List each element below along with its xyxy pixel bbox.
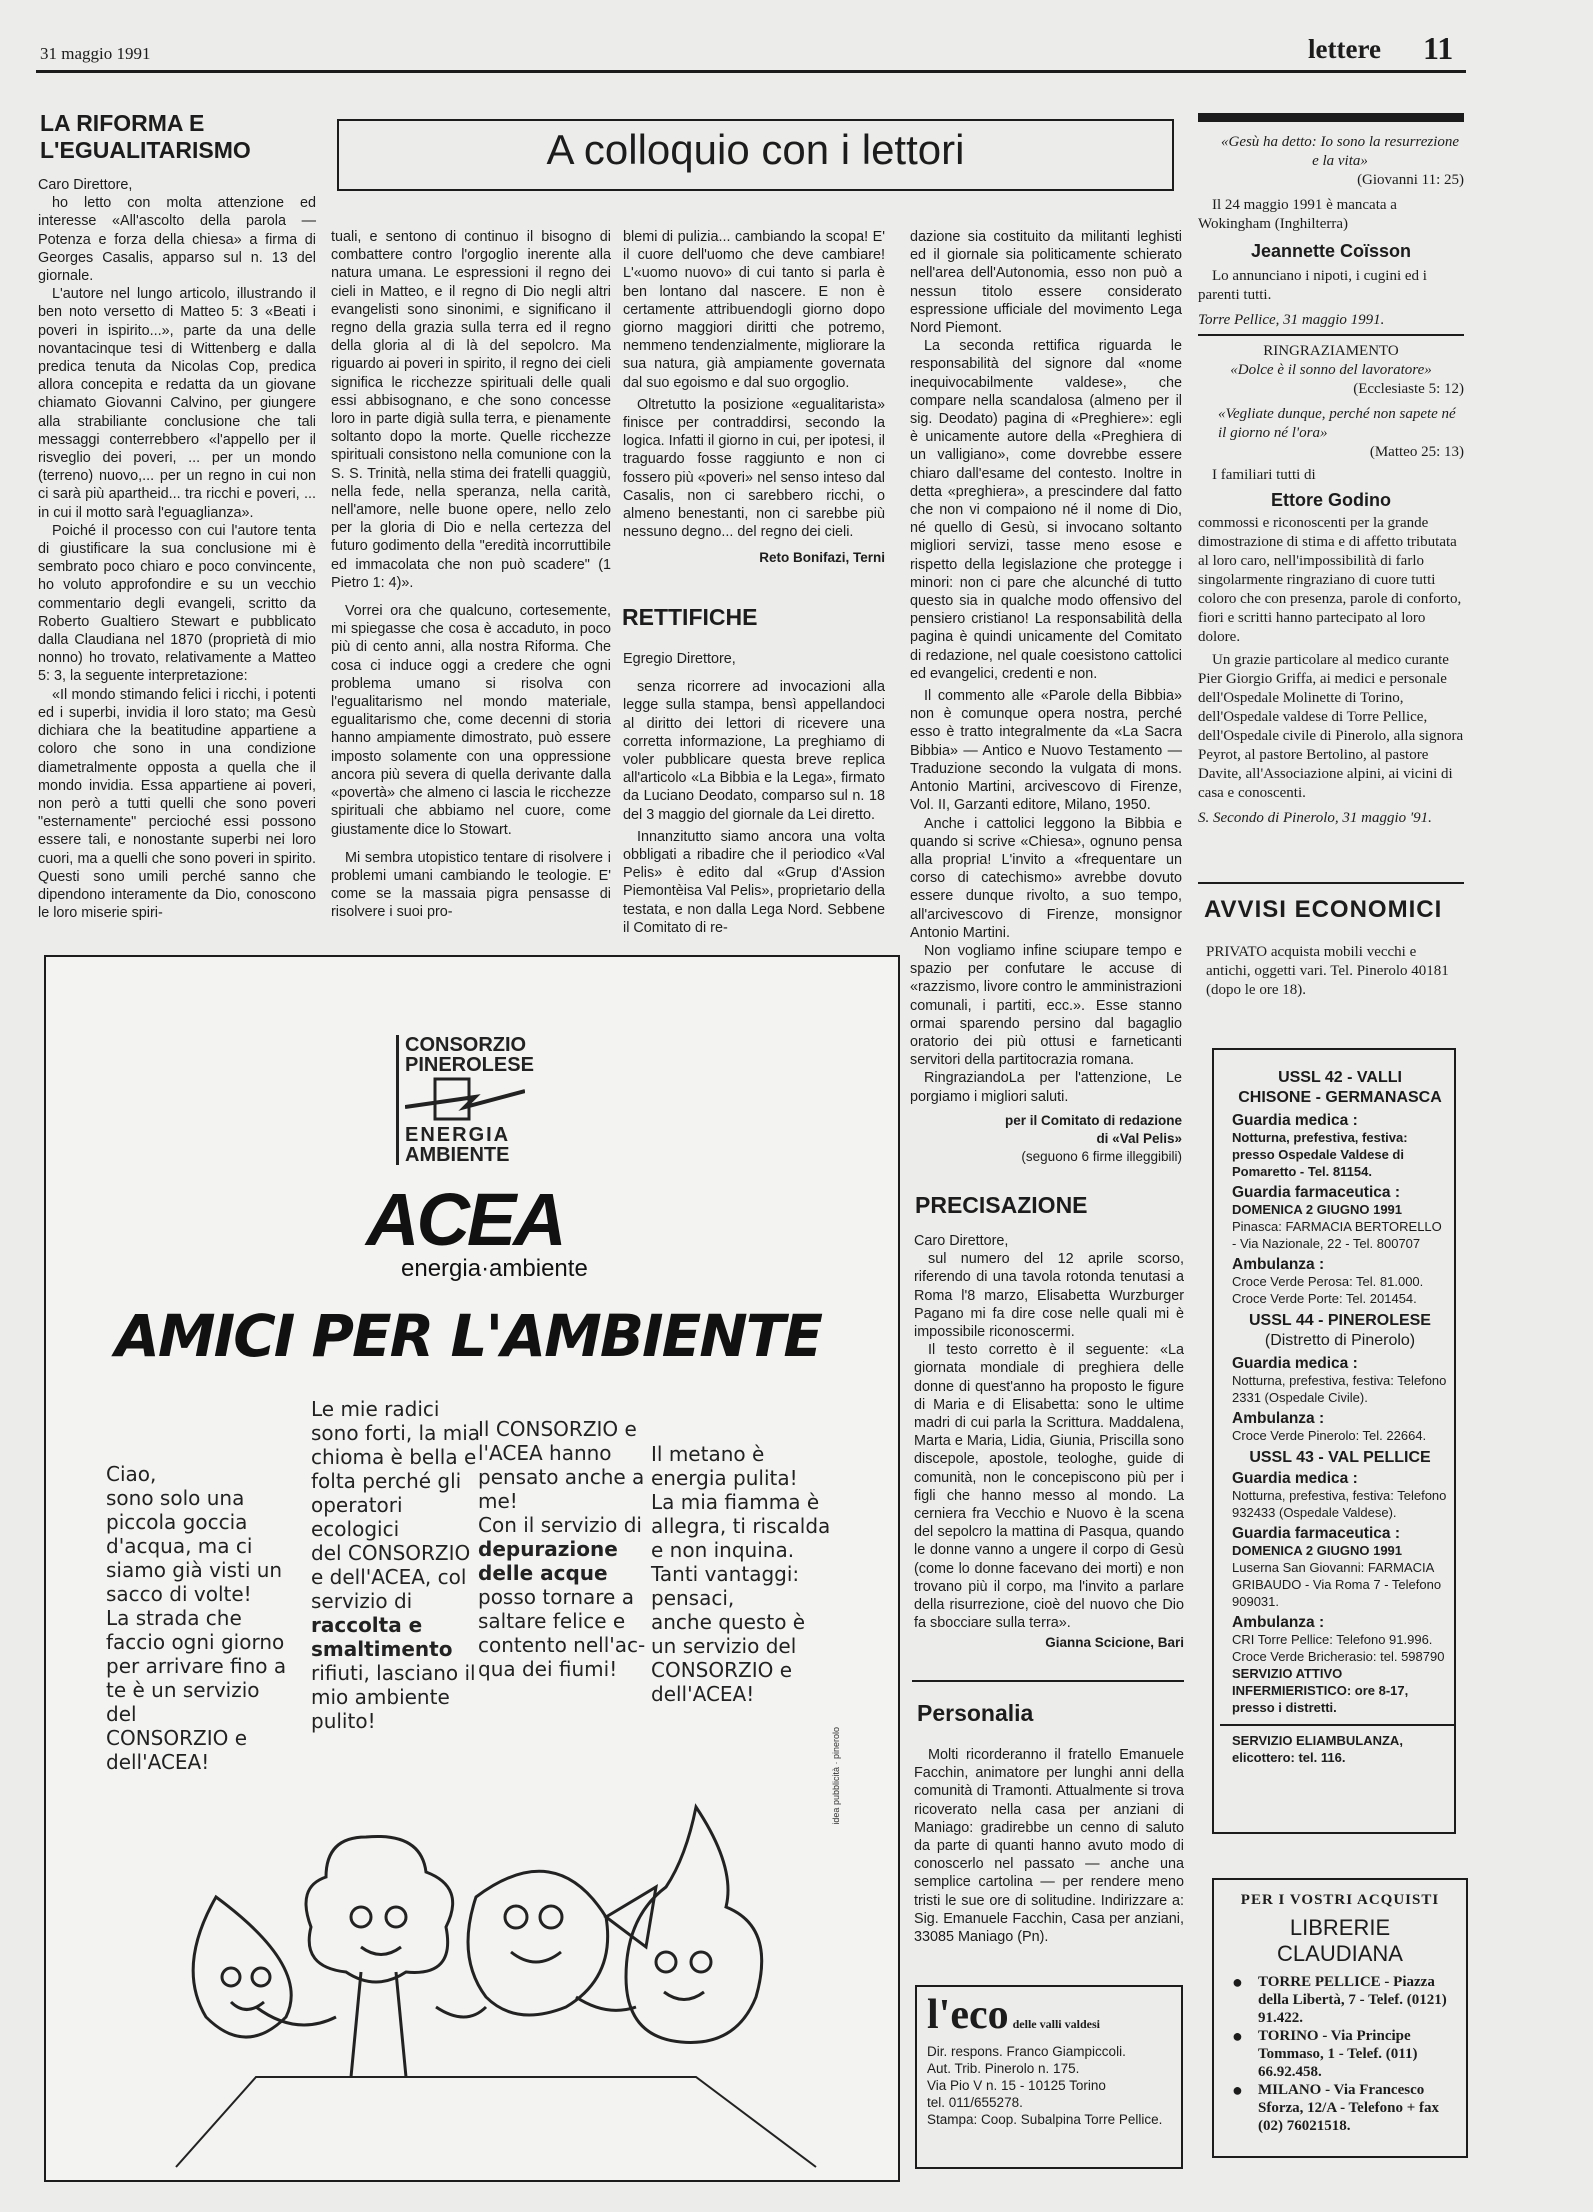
paragraph: sul numero del 12 aprile scorso, riferendo di una tavola rotonda tenutasi a Roma l'8 marzo, Elisabetta Wurzburger Pagano mi fa dire cose nelle quali mi è impossibile riconoscermi. bbox=[914, 1251, 1184, 1341]
ussl-title: USSL 44 - PINEROLESE bbox=[1249, 1312, 1431, 1329]
bubble-line: La mia fiamma è bbox=[651, 1490, 820, 1514]
paragraph: La seconda rettifica riguarda le responsabilità del signore dal «nome inequivocabilmente valdese», che compare nella scandalosa (almeno per il sig. Deodato) pagina di «Preghiere»: egli è unicamente autore della «Preghiera di un valligiano», come dovrebbe essere chiaro dall'esame del contesto. Inoltre in detta «preghiera», a prescindere dal fatto che non vi compaiono né il nome di Dio, né quello di Gesù, si invocano soltanto migliori servizi, tasse meno esose e rispetto della legislazione che protegge i minori: non ci pare che alcunché di tutto questo sia in qualche modo offensivo del pensiero cristiano! La responsabilità della pagina è quindi unicamente del Comitato di redazione, nel quale coesistono cattolici ed evangelici, credenti e non. bbox=[910, 338, 1182, 682]
page-date: 31 maggio 1991 bbox=[40, 44, 151, 63]
obituary-text: I familiari tutti di bbox=[1212, 467, 1316, 483]
bubble-line: allegra, ti riscalda bbox=[651, 1514, 831, 1538]
ussl-text: Croce Verde Porte: Tel. 201454. bbox=[1232, 1291, 1417, 1306]
signature: Reto Bonifazi, Terni bbox=[759, 550, 885, 566]
avvisi-text: PRIVATO acquista mobili vecchi e antichi, oggetti vari. Tel. Pinerolo 40181 (dopo le ore 18). bbox=[1206, 944, 1449, 998]
ussl-text: SERVIZIO ATTIVO INFERMIERISTICO: ore 8-17, presso i distretti. bbox=[1232, 1666, 1409, 1715]
librerie-head: PER I VOSTRI ACQUISTI bbox=[1240, 1892, 1440, 1908]
bubble-line: energia pulita! bbox=[651, 1466, 798, 1490]
masthead-line: Dir. respons. Franco Giampiccoli. bbox=[927, 2044, 1126, 2059]
precisazione-column bbox=[914, 1232, 1184, 1653]
ussl-text: Notturna, prefestiva, festiva: Telefono 2331 (Ospedale Civile). bbox=[1232, 1373, 1447, 1405]
rettifiche-column-1 bbox=[623, 650, 885, 937]
bubble-line: Il CONSORZIO e bbox=[478, 1417, 637, 1441]
bubble-line: te è un servizio del bbox=[106, 1678, 260, 1726]
ussl-text: CRI Torre Pellice: Telefono 91.996. bbox=[1232, 1632, 1433, 1647]
bubble-line: CONSORZIO e bbox=[106, 1726, 248, 1750]
bubble-line: un servizio del bbox=[651, 1634, 797, 1658]
paragraph: senza ricorrere ad invocazioni alla legge sulla stampa, bensì appellandoci al diritto dei lettori di ricevere una corretta informazione, La preghiamo di voler pubblicare questa breve replica all'articolo «La Bibbia e la Lega», firmato da Luciano Deodato, comparso sul n. 18 del 3 maggio del giornale da Lei diretto. bbox=[623, 679, 885, 823]
bubble-line: Con il servizio di bbox=[478, 1513, 642, 1537]
masthead-line: Via Pio V n. 15 - 10125 Torino bbox=[927, 2078, 1106, 2093]
rettifiche-salute: Egregio Direttore, bbox=[623, 651, 736, 667]
librerie-name: CLAUDIANA bbox=[1277, 1941, 1403, 1966]
bubble-line: chioma è bella e bbox=[311, 1445, 477, 1469]
ussl-separator bbox=[1220, 1724, 1454, 1726]
signature: per il Comitato di redazione bbox=[1004, 1112, 1182, 1128]
lightning-icon bbox=[405, 1077, 525, 1123]
paragraph: L'autore nel lungo articolo, illustrando il ben noto versetto di Matteo 5: 3 «Beati i poveri in ispirito...», parte da una delle novantacinque tesi di Wittenberg e dalla predica tenuta da Nicolas Cop, predica allora concepita e redatta da un giovane chiamato Giovanni Calvino, per giungere alla strabiliante conclusione che tali messaggi conterrebbero «l'appello per il risveglio dei poveri, ... per un mondo (terreno) nuovo,... per un regno in cui non ci sarà più apartheid... tra ricchi e poveri, ... in cui il motto sarà l'eguaglianza». bbox=[38, 286, 316, 521]
paragraph: Il commento alle «Parole della Bibbia» non è comunque opera nostra, perché esso è tratto integralmente da «La Sacra Bibbia» — Antico e Nuovo Testamento — Traduzione secondo la vulgata di mons. Antonio Martini, arcivescovo di Firenze, Vol. II, Garzanti editore, Milano, 1950. bbox=[910, 688, 1182, 814]
logo-text: AMBIENTE bbox=[405, 1144, 510, 1166]
ussl-text: Pinasca: FARMACIA BERTORELLO - Via Nazionale, 22 - Tel. 800707 bbox=[1232, 1219, 1442, 1251]
personalia-column bbox=[914, 1746, 1184, 1946]
obituary-1 bbox=[1198, 133, 1464, 330]
ussl-subheading: Ambulanza : bbox=[1232, 1256, 1325, 1273]
page-number: 11 bbox=[1423, 30, 1454, 66]
bubble-line: sacco di volte! bbox=[106, 1582, 252, 1606]
ussl-subheading: Guardia farmaceutica : bbox=[1232, 1184, 1400, 1201]
obituary-name: Jeannette Coïsson bbox=[1250, 241, 1412, 261]
paragraph: Il testo corretto è il seguente: «La giornata mondiale di preghiera delle donne di quest'anno ha proposto le figure di Maria e di Elisabetta: sono le ultime madri di cui parla la Scrittura. Maddalena, Marta e Maria, Lidia, Giunia, Priscilla sono discepole, apostole, teologhe, guide di comunità, non le concepiscono più per i figli che hanno messo al mondo. La cerniera fra Vecchio e Nuovo è la scena del sepolcro la mattina di Pasqua, quando le donne vanno a ungere il corpo di Gesù (come lo donne facevano dei morti) e non trovano più il corpo, ma l'invito a parlare della risurrezione, cioè del nuovo che Dio fa sbocciare sulla terra». bbox=[914, 1342, 1184, 1632]
speech-bubble-tree bbox=[311, 1397, 496, 1733]
bubble-line: sono forti, la mia bbox=[311, 1421, 481, 1445]
header-rule bbox=[36, 70, 1466, 73]
obituary-quote: «Gesù ha detto: Io sono la resurrezione e la vita» bbox=[1220, 134, 1460, 169]
logo-text: PINEROLESE bbox=[405, 1054, 534, 1076]
librerie-item: ● TORRE PELLICE - Piazza della Libertà, 7 - Telef. (0121) 91.422. bbox=[1232, 1972, 1447, 2026]
ussl-subheading: Guardia medica : bbox=[1232, 1470, 1358, 1487]
bubble-line: servizio di bbox=[311, 1589, 413, 1613]
bubble-line: e dell'ACEA, col bbox=[311, 1565, 467, 1589]
bubble-line: anche questo è bbox=[651, 1610, 806, 1634]
librerie-box bbox=[1212, 1878, 1468, 2158]
ussl-text: Luserna San Giovanni: FARMACIA GRIBAUDO - Via Roma 7 - Telefono 909031. bbox=[1232, 1560, 1442, 1609]
obituary-quote: «Vegliate dunque, perché non sapete né il giorno né l'ora» bbox=[1218, 406, 1456, 441]
consorzio-logo bbox=[396, 1035, 537, 1165]
ussl-text: Croce Verde Pinerolo: Tel. 22664. bbox=[1232, 1428, 1427, 1443]
speech-bubble-flame bbox=[651, 1442, 836, 1706]
paragraph: Innanzitutto siamo ancora una volta obbligati a ribadire che il periodico «Val Pelis» è edito dal «Grup d'Assion Piemontèisa Val Pelis», proprietario della testata, e non dalla Lega Nord. Sebbene il Comitato di re- bbox=[623, 828, 885, 936]
obituary-name: Ettore Godino bbox=[1271, 490, 1391, 510]
avvisi-separator bbox=[1198, 882, 1464, 884]
ussl-subheading: Ambulanza : bbox=[1232, 1410, 1325, 1427]
bubble-line: saltare felice e bbox=[478, 1609, 626, 1633]
obituary-quote: «Dolce è il sonno del lavoratore» bbox=[1230, 362, 1432, 378]
article-title-line2: L'EGUALITARISMO bbox=[40, 137, 251, 163]
logo-text: ENERGIA bbox=[405, 1124, 511, 1146]
flame-mascot bbox=[626, 1807, 762, 2042]
bubble-line: pensato anche a bbox=[478, 1465, 645, 1489]
bubble-line: Il metano è bbox=[651, 1442, 765, 1466]
bubble-line: per arrivare fino a bbox=[106, 1654, 287, 1678]
ussl-title: (Distretto di Pinerolo) bbox=[1264, 1332, 1416, 1349]
paragraph: Vorrei ora che qualcuno, cortesemente, mi spiegasse che cosa è accaduto, in poco più di cento anni, alla nostra Riforma. Che cosa ci induce oggi a credere che ogni problema umano si risolva con l'egualitarismo nel mondo materiale, egualitarismo che, come decenni di storia hanno ampiamente dimostrato, può essere imposto solamente con una oppressione ancora più severa di quella derivante dalla «povertà» che almeno ci lascia le ricchezze spirituali che abbiamo nel cuore, come giustamente dice lo Stowart. bbox=[331, 603, 611, 838]
ussl-text: Notturna, prefestiva, festiva: presso Ospedale Valdese di Pomaretto - Tel. 81154. bbox=[1232, 1130, 1408, 1179]
signature: (seguono 6 firme illeggibili) bbox=[1021, 1149, 1182, 1165]
paragraph: ho letto con molta attenzione ed interesse «All'ascolto della parola — Potenza e forza della chiesa» a firma di Georges Casalis, apparso sul n. 13 del giornale. bbox=[38, 195, 316, 285]
librerie-item: ● MILANO - Via Francesco Sforza, 12/A - Telefono + fax (02) 76021518. bbox=[1232, 2080, 1440, 2134]
bubble-line: e non inquina. bbox=[651, 1538, 795, 1562]
bubble-line: dell'ACEA! bbox=[106, 1750, 210, 1774]
ussl-text: DOMENICA 2 GIUGNO 1991 bbox=[1232, 1543, 1403, 1558]
article-salute: Caro Direttore, bbox=[38, 177, 133, 193]
bubble-line: contento nell'ac- bbox=[478, 1633, 646, 1657]
advertisement bbox=[44, 955, 900, 2182]
acea-logo: ACEA bbox=[366, 1178, 564, 1261]
obituary-quote-ref: (Matteo 25: 13) bbox=[1369, 444, 1464, 460]
bubble-line: operatori ecologici bbox=[311, 1493, 403, 1541]
article-column-2 bbox=[331, 228, 611, 922]
obituary-text: commossi e riconoscenti per la grande dimostrazione di stima e di affetto tributata al loro caro, nell'impossibilità di farlo singolarmente ringraziano di cuore tutti coloro che con presenza, parole di conforto, fiori e scritti hanno partecipato al loro dolore. bbox=[1198, 515, 1462, 645]
paragraph: Anche i cattolici leggono la Bibbia e quando si scrive «Chiesa», ognuno pensa alla propria! L'invito a «frequentare un corso di catechismo» avrebbe dovuto essere dunque rivolto, a suo tempo, all'arcivescovo di Firenze, monsignor Antonio Martini. bbox=[910, 815, 1182, 941]
bubble-line: smaltimento bbox=[311, 1637, 453, 1661]
speech-bubble-fish bbox=[478, 1417, 663, 1681]
ussl-box bbox=[1212, 1048, 1456, 1834]
fish-mascot bbox=[468, 1871, 608, 2015]
ussl-text: Notturna, prefestiva, festiva: Telefono 932433 (Ospedale Valdese). bbox=[1232, 1488, 1447, 1520]
avvisi-title: AVVISI ECONOMICI bbox=[1204, 896, 1443, 923]
masthead-box bbox=[915, 1985, 1183, 2169]
ussl-text: Croce Verde Bricherasio: tel. 598790 bbox=[1232, 1649, 1445, 1664]
bubble-line: pensaci, bbox=[651, 1586, 735, 1610]
bubble-line: posso tornare a bbox=[478, 1585, 634, 1609]
ussl-text: SERVIZIO ELIAMBULANZA, elicottero: tel. 116. bbox=[1232, 1733, 1403, 1765]
right-top-rule bbox=[1198, 113, 1464, 122]
obituary-place: Torre Pellice, 31 maggio 1991. bbox=[1198, 312, 1385, 328]
bubble-line: me! bbox=[478, 1489, 518, 1513]
precisazione-salute: Caro Direttore, bbox=[914, 1233, 1009, 1249]
bubble-line: qua dei fiumi! bbox=[478, 1657, 618, 1681]
tree-mascot bbox=[306, 1836, 453, 1982]
logo-text: CONSORZIO bbox=[405, 1034, 527, 1056]
bubble-line: Le mie radici bbox=[311, 1397, 440, 1421]
bubble-line: sono solo una bbox=[106, 1486, 245, 1510]
ussl-subheading: Ambulanza : bbox=[1232, 1614, 1325, 1631]
personalia-rule bbox=[912, 1680, 1184, 1682]
obituary-2 bbox=[1198, 342, 1464, 828]
obituary-text: Lo annunciano i nipoti, i cugini ed i parenti tutti. bbox=[1198, 268, 1427, 303]
ussl-subheading: Guardia farmaceutica : bbox=[1232, 1525, 1400, 1542]
article-column-1 bbox=[38, 176, 316, 922]
paragraph: Poiché il processo con cui l'autore tenta di giustificare la sua conclusione mi è sembrato poco chiaro e poco convincente, ho voluto approfondire e su un vecchio commentario degli evangeli, scritto da Roberto Gualtiero Stewart e pubblicato dalla Claudiana nel 1870 (proprietà di mio nonno) ho trovato, relativamente a Matteo 5: 3, la seguente interpretazione: bbox=[38, 522, 316, 685]
bubble-line: dell'ACEA! bbox=[651, 1682, 755, 1706]
ussl-title: USSL 42 - VALLI bbox=[1278, 1069, 1402, 1086]
ussl-text: DOMENICA 2 GIUGNO 1991 bbox=[1232, 1202, 1403, 1217]
obituary-text: Il 24 maggio 1991 è mancata a Wokingham (Inghilterra) bbox=[1198, 197, 1397, 232]
bubble-line: mio ambiente bbox=[311, 1685, 450, 1709]
ussl-text: Croce Verde Perosa: Tel. 81.000. bbox=[1232, 1274, 1424, 1289]
paragraph: tuali, e sentono di continuo il bisogno di combattere contro l'orgoglio inerente alla natura umana. Le espressioni il regno dei cieli in Matteo, e il regno di Dio negli altri evangelisti sono sinonimi, e significano il regno della grazia sulla terra ed il regno della gloria al di là del sepolcro. Ma riguardo ai poveri in spirito, il regno dei cieli significa le ricchezze spirituali delle quali essi abbisognano, e che sono concesse loro in parte digià sulla terra, e pienamente soltanto dopo la morte. Quelle ricchezze spirituali consistono nella comunione con la S. S. Trinità, nella stima dei fratelli quaggiù, nella fede, nella speranza, nella carità, nell'amore, nelle buone opere, nello zelo per la gloria di Dio e nella certezza del futuro godimento della "eredità incorruttibile ed immacolata che non può scadere" (1 Pietro 1: 4)». bbox=[331, 229, 611, 591]
ussl-title: USSL 43 - VAL PELLICE bbox=[1249, 1449, 1431, 1466]
obituary-quote-ref: (Ecclesiaste 5: 12) bbox=[1353, 381, 1464, 397]
obituary-place: S. Secondo di Pinerolo, 31 maggio '91. bbox=[1198, 810, 1432, 826]
masthead-line: Stampa: Coop. Subalpina Torre Pellice. bbox=[927, 2112, 1163, 2127]
bubble-line: pulito! bbox=[311, 1709, 376, 1733]
bubble-line: del CONSORZIO bbox=[311, 1541, 471, 1565]
obituary-text: Un grazie particolare al medico curante Pier Giorgio Griffa, ai medici e personale dell'Ospedale Molinette di Torino, dell'Ospedale valdese di Torre Pellice, dell'Ospedale civile di Pinerolo, alla signora Peyrot, al pastore Bertolino, al pastore Davite, all'Associazione alpini, ai vicini di casa e conoscenti. bbox=[1198, 652, 1464, 801]
paragraph: RingraziandoLa per l'attenzione, Le porgiamo i migliori saluti. bbox=[910, 1070, 1182, 1105]
ussl-subheading: Guardia medica : bbox=[1232, 1112, 1358, 1129]
signature: Gianna Scicione, Bari bbox=[1045, 1635, 1184, 1651]
librerie-name: LIBRERIE bbox=[1289, 1915, 1391, 1940]
mascots-illustration bbox=[136, 1777, 836, 2172]
bubble-line: CONSORZIO e bbox=[651, 1658, 793, 1682]
rettifiche-column-2 bbox=[910, 228, 1182, 1166]
article-title-line1: LA RIFORMA E bbox=[40, 110, 205, 136]
ussl-title: CHISONE - GERMANASCA bbox=[1238, 1089, 1442, 1106]
masthead-subtitle: delle valli valdesi bbox=[1012, 2017, 1100, 2031]
signature: di «Val Pelis» bbox=[1096, 1130, 1182, 1146]
bubble-line: Ciao, bbox=[106, 1462, 157, 1486]
paragraph: Oltretutto la posizione «egualitarista» finisce per contraddirsi, secondo la logica. Infatti il giorno in cui, per ipotesi, il traguardo fosse raggiunto e non ci fossero più «poveri» nel senso inteso dal Casalis, non ci sarebbero ricchi, o almeno benestanti, non ci sarebbe più nessuno degno... del regno dei cieli. bbox=[623, 396, 885, 541]
acea-subtitle: energia·ambiente bbox=[401, 1255, 588, 1282]
masthead-line: Aut. Trib. Pinerolo n. 175. bbox=[927, 2061, 1080, 2076]
obituary-heading: RINGRAZIAMENTO bbox=[1263, 343, 1399, 359]
bubble-line: raccolta e bbox=[311, 1613, 423, 1637]
obituary-separator bbox=[1198, 334, 1464, 336]
bubble-line: faccio ogni giorno bbox=[106, 1630, 285, 1654]
article-column-3 bbox=[623, 228, 885, 568]
ussl-subheading: Guardia medica : bbox=[1232, 1355, 1358, 1372]
bubble-line: folta perché gli bbox=[311, 1469, 462, 1493]
paragraph: Non vogliamo infine sciupare tempo e spazio per confutare le accuse di «razzismo, livore contro le amministrazioni comunali, i partiti, ecc.». Esse stanno ormai sparendo persino dal bagaglio oratorio dei più ottusi e farneticanti servitori della partitocrazia romana. bbox=[910, 942, 1182, 1069]
personalia-title: Personalia bbox=[917, 1700, 1034, 1726]
librerie-item: ● TORINO - Via Principe Tommaso, 1 - Telef. (011) 66.92.458. bbox=[1232, 2026, 1418, 2080]
bubble-line: Tanti vantaggi: bbox=[651, 1562, 800, 1586]
bubble-line: La strada che bbox=[106, 1606, 242, 1630]
bubble-line: depurazione bbox=[478, 1537, 618, 1561]
precisazione-title: PRECISAZIONE bbox=[915, 1192, 1088, 1218]
bubble-line: l'ACEA hanno bbox=[478, 1441, 612, 1465]
water-drop-mascot bbox=[193, 1897, 291, 2037]
masthead-line: tel. 011/655278. bbox=[927, 2095, 1023, 2110]
paragraph: Mi sembra utopistico tentare di risolvere i problemi umani cambiando le teologie. E' come se la massaia pigra pensasse di risolvere i suoi pro- bbox=[331, 849, 611, 921]
obituary-quote-ref: (Giovanni 11: 25) bbox=[1357, 172, 1464, 188]
bubble-line: rifiuti, lasciano il bbox=[311, 1661, 476, 1685]
speech-bubble-water bbox=[106, 1462, 296, 1774]
bubble-line: siamo già visti un bbox=[106, 1558, 283, 1582]
rettifiche-title: RETTIFICHE bbox=[622, 604, 758, 630]
masthead-logo: l'eco bbox=[927, 1992, 1009, 2038]
ad-headline: AMICI PER L'AMBIENTE bbox=[115, 1302, 821, 1370]
bubble-line: delle acque bbox=[478, 1561, 608, 1585]
banner-title: A colloquio con i lettori bbox=[546, 126, 965, 173]
section-name: lettere bbox=[1308, 34, 1381, 64]
bubble-line: piccola goccia bbox=[106, 1510, 248, 1534]
ad-credit: idea pubblicità · pinerolo bbox=[831, 1727, 841, 1825]
paragraph: Molti ricorderanno il fratello Emanuele Facchin, animatore per lunghi anni della comunità di Tramonti. Attualmente si trova ricoverato nella casa per anziani di Maniago: gradirebbe un cenno di saluto da parte di quanti hanno avuto modo di conoscerlo nel passato — anche una semplice cartolina — per rendere meno tristi le sue ore di solitudine. Indirizzare a: Sig. Emanuele Facchin, Casa per anziani, 33085 Maniago (Pn). bbox=[914, 1747, 1184, 1946]
paragraph: «Il mondo stimando felici i ricchi, i potenti ed i superbi, invidia il loro stato; ma Gesù dichiara che la beatitudine appartiene a coloro che sono in una condizione diametralmente opposta a quella che il mondo invidia. Essa appartiene ai poveri, non però a tutti quelli che sono poveri "esternamente" percioché essi possono essere tali, e nonostante superbi nei loro cuori, ma a quelli che sono poveri in spirito. Questi sono umili perché sanno che dipendono interamente da Dio, conoscono le loro miserie spiri- bbox=[38, 686, 316, 922]
paragraph: blemi di pulizia... cambiando la scopa! E' il cuore dell'uomo che deve cambiare! L'«uomo nuovo» di cui tanto si parla è ben lontano dal nascere. E non è certamente attribuendogli giorno dopo giorno maggiori diritti che potremo, nemmeno tendenzialmente, migliorare la sua natura, già ampiamente governata dal suo egoismo e dal suo orgoglio. bbox=[623, 229, 885, 391]
bubble-line: d'acqua, ma ci bbox=[106, 1534, 253, 1558]
paragraph: dazione sia costituito da militanti leghisti ed il giornale sia politicamente schierato nell'area dell'Autonomia, esso non può a nessun titolo essere considerato espressione ufficiale del movimento Lega Nord Piemont. bbox=[910, 229, 1182, 337]
